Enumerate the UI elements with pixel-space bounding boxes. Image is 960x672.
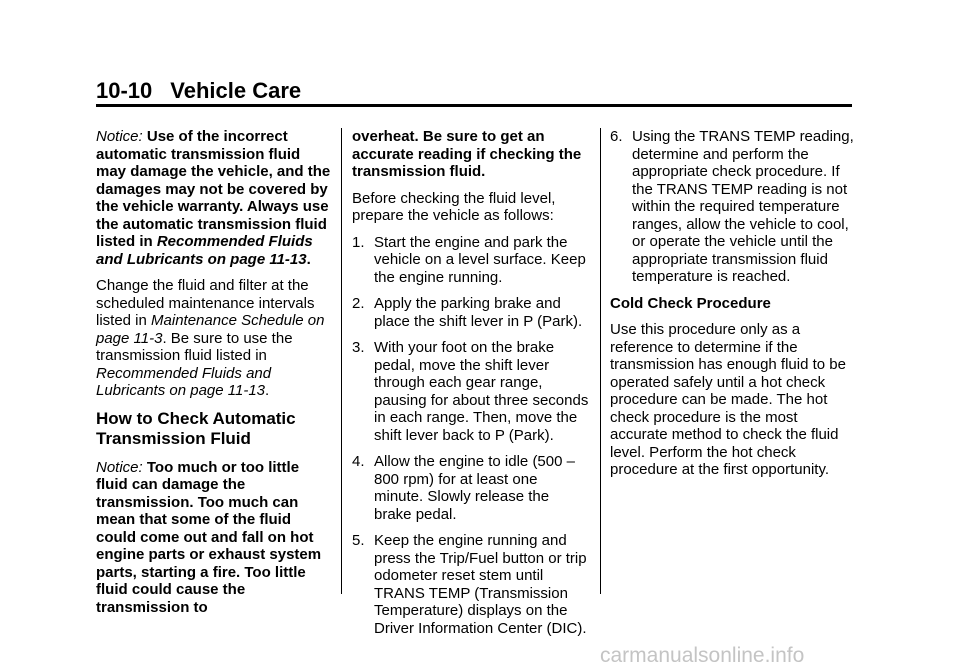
step-item <box>352 532 590 637</box>
notice-paragraph-2 <box>96 459 332 617</box>
notice-label: Notice: <box>96 128 143 145</box>
step-text: Keep the engine running and press the Trip/Fuel button or trip odometer reset stem until TRANS TEMP (Transmission Temperature) displays on the Driver Information Center (DIC). <box>374 532 587 637</box>
step-number: 2. <box>352 295 365 312</box>
page-number: 10-10 <box>96 78 153 103</box>
step-item <box>352 339 590 444</box>
page-header <box>96 78 301 104</box>
step-text: Start the engine and park the vehicle on a level surface. Keep the engine running. <box>374 233 586 286</box>
step-text: Allow the engine to idle (500 – 800 rpm) for at least one minute. Slowly release the brake pedal. <box>374 453 575 523</box>
column-1 <box>96 128 332 625</box>
notice-continuation: overheat. Be sure to get an accurate reading if checking the transmission fluid. <box>352 128 582 180</box>
cold-check-paragraph: Use this procedure only as a reference to determine if the transmission has enough fluid to be operated safely until a hot check procedure can be made. The hot check procedure is the most accurate method to check the fluid level. Perform the hot check procedure at the first opportunity. <box>610 321 846 478</box>
maintenance-paragraph: Change the fluid and filter at the scheduled maintenance intervals listed in Maintenance Schedule on page 11-3. Be sure to use the transmission fluid listed in Recommended Fluids and Lubricants on page 11-13. <box>96 277 325 399</box>
step-item <box>352 234 590 287</box>
column-divider-1 <box>341 128 342 594</box>
section-heading: How to Check Automatic Transmission Fluid <box>96 408 296 448</box>
step-item <box>610 128 854 286</box>
header-rule <box>96 104 852 107</box>
step-text: With your foot on the brake pedal, move the shift lever through each gear range, pausing for about three seconds in each range. Then, move the shift lever back to P (Park). <box>374 339 589 444</box>
step-number: 1. <box>352 233 365 251</box>
notice-text: Use of the incorrect automatic transmission fluid may damage the vehicle, and the damages may not be covered by the vehicle warranty. Always use the automatic transmission fluid listed in <box>96 128 331 250</box>
step-number: 6. <box>610 128 623 145</box>
column-3 <box>610 128 854 488</box>
notice-reference: Recommended Fluids and Lubricants on page 11-13 <box>96 233 313 268</box>
step-number: 4. <box>352 453 365 470</box>
column-divider-2 <box>600 128 601 594</box>
watermark: carmanualsonline.info <box>600 644 805 667</box>
step-item <box>352 295 590 330</box>
step-text: Using the TRANS TEMP reading, determine and perform the appropriate check procedure. If the TRANS TEMP reading is not within the required temperature ranges, allow the vehicle to cool, or operate the vehicle until the appropriate transmission fluid temperature is reached. <box>632 128 854 285</box>
maintenance-reference: Maintenance Schedule on page 11-3 <box>96 312 325 347</box>
intro-paragraph: Before checking the fluid level, prepare the vehicle as follows: <box>352 189 556 224</box>
subheading: Cold Check Procedure <box>610 294 771 312</box>
notice-label: Notice: <box>96 458 143 476</box>
step-item <box>352 453 590 523</box>
section-title: Vehicle Care <box>170 78 302 103</box>
column-2 <box>352 128 590 646</box>
notice-paragraph-1: Notice: Use of the incorrect automatic transmission fluid may damage the vehicle, and the damages may not be covered by the vehicle warranty. Always use the automatic transmission fluid listed in Recommended Fluids and Lubricants on page 11-13. <box>96 128 331 268</box>
step-text: Apply the parking brake and place the shift lever in P (Park). <box>374 295 583 330</box>
notice-text: Too much or too little fluid can damage the transmission. Too much can mean that some of the fluid could come out and fall on hot engine parts or exhaust system parts, starting a fire. Too little fluid could cause the transmission to <box>96 458 322 616</box>
step-number: 3. <box>352 339 365 356</box>
fluids-reference: Recommended Fluids and Lubricants on page 11-13 <box>96 364 272 399</box>
step-number: 5. <box>352 532 365 549</box>
